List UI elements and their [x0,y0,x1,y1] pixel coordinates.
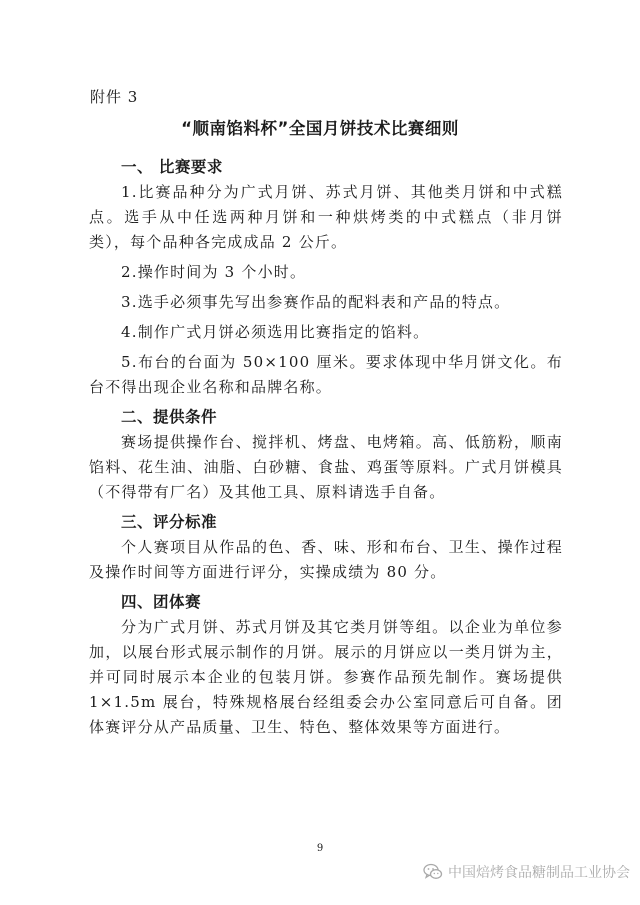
document-title: “顺南馅料杯”全国月饼技术比赛细则 [181,119,459,138]
wechat-icon [423,863,443,881]
paragraph: 2.操作时间为 3 个小时。 [121,263,307,281]
paragraph: 个人赛项目从作品的色、香、味、形和布台、卫生、操作过程及操作时间等方面进行评分，实操成绩为 80 分。 [89,538,563,581]
document-body [89,155,563,745]
page-number: 9 [316,843,324,854]
paragraph: 5.布台的台面为 50×100 厘米。要求体现中华月饼文化。布台不得出现企业名称和品牌名称。 [89,353,563,396]
paragraph: 1.比赛品种分为广式月饼、苏式月饼、其他类月饼和中式糕点。选手从中任选两种月饼和一种烘烤类的中式糕点（非月饼类），每个品种各完成成品 2 公斤。 [89,183,563,251]
section-heading: 二、提供条件 [121,408,218,426]
paragraph: 分为广式月饼、苏式月饼及其它类月饼等组。以企业为单位参加，以展台形式展示制作的月饼。展示的月饼应以一类月饼为主，并可同时展示本企业的包装月饼。参赛作品预先制作。赛场提供 1×1.5m 展台，特殊规格展台经组委会办公室同意后可自备。团体赛评分从产品质量、卫生、特色、整体效果等方面进行。 [89,618,563,736]
section-requirements [89,155,563,400]
section-heading: 三、评分标准 [121,513,218,531]
section-heading: 一、 比赛要求 [121,158,223,176]
watermark-text: 中国焙烤食品糖制品工业协会 [448,865,630,881]
section-provided-conditions [89,405,563,505]
annex-label: 附件 3 [90,88,139,106]
paragraph: 赛场提供操作台、搅拌机、烤盘、电烤箱。高、低筋粉，顺南馅料、花生油、油脂、白砂糖、食盐、鸡蛋等原料。广式月饼模具（不得带有厂名）及其他工具、原料请选手自备。 [89,433,563,501]
section-heading: 四、团体赛 [121,593,202,611]
paragraph: 4.制作广式月饼必须选用比赛指定的馅料。 [121,323,430,341]
section-scoring-criteria [89,510,563,585]
section-team-competition [89,590,563,740]
paragraph: 3.选手必须事先写出参赛作品的配料表和产品的特点。 [121,293,511,311]
watermark [423,862,630,882]
